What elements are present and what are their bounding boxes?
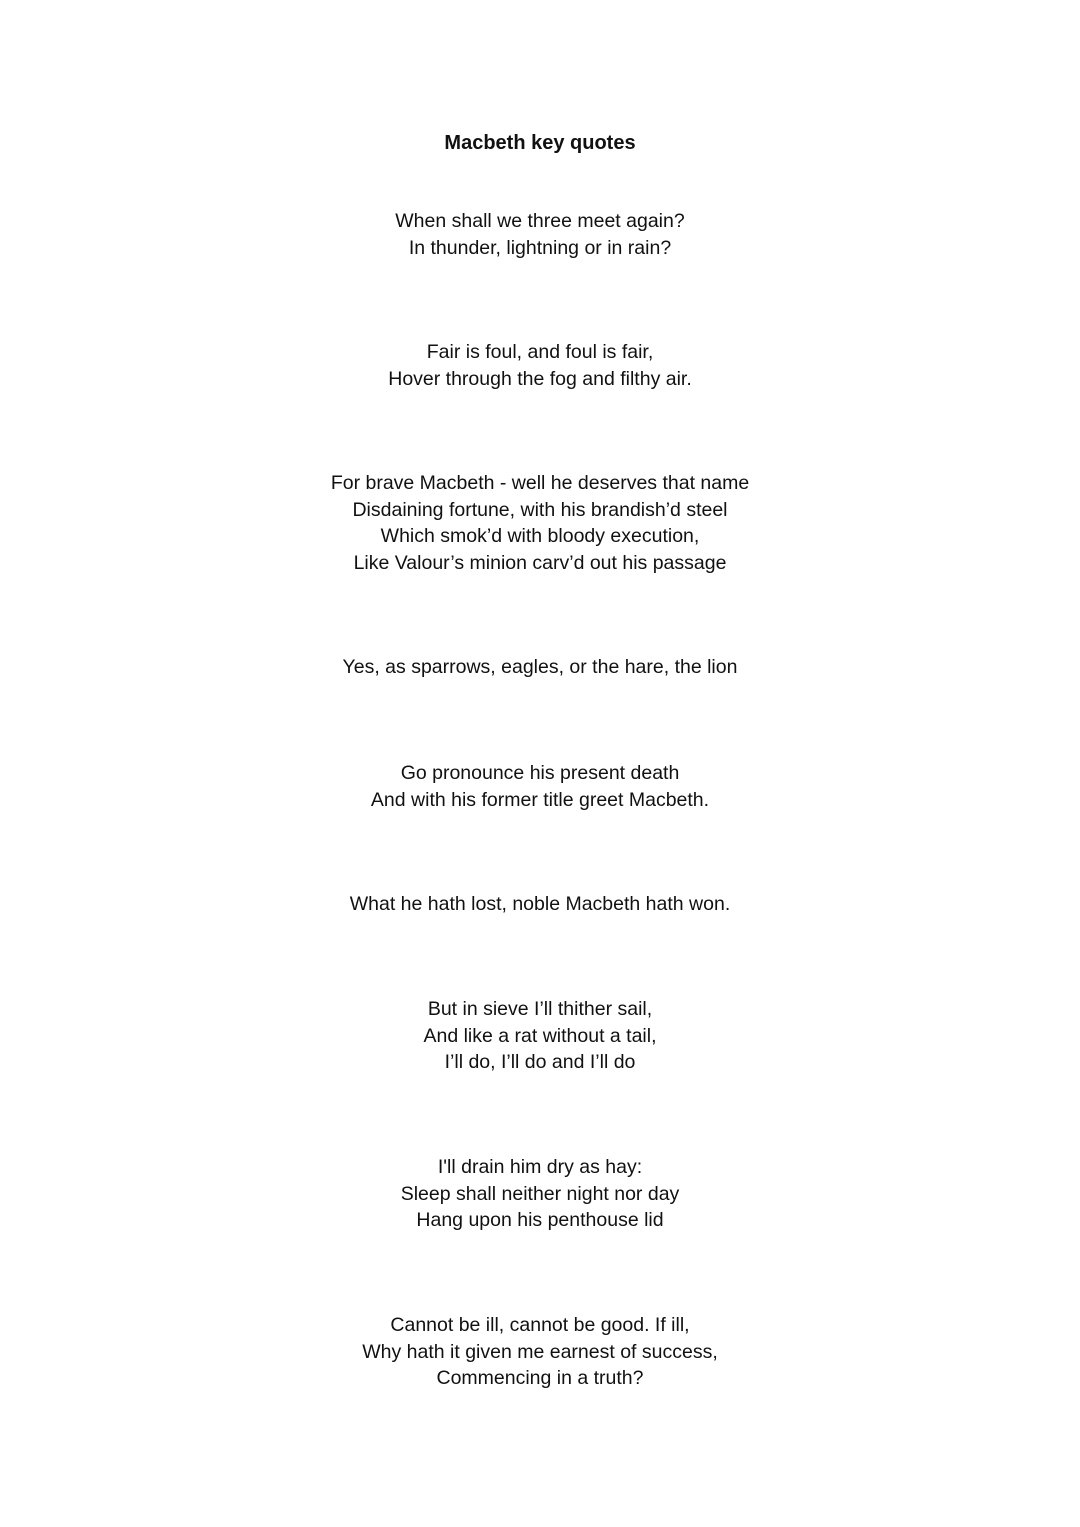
quote-line: For brave Macbeth - well he deserves that name (330, 472, 750, 494)
quote-line: Hang upon his penthouse lid (416, 1209, 664, 1231)
quote-line: What he hath lost, noble Macbeth hath won. (349, 893, 731, 915)
quote-block (0, 470, 1080, 576)
quote-line: Like Valour’s minion carv’d out his passage (353, 551, 727, 574)
quote-line: Cannot be ill, cannot be good. If ill, (390, 1314, 690, 1336)
quote-block (0, 339, 1080, 392)
quote-block (0, 654, 1080, 681)
quote-line: Which smok’d with bloody execution, (380, 525, 700, 547)
quote-block (0, 760, 1080, 813)
document-title: Macbeth key quotes (444, 132, 636, 154)
quote-line: Commencing in a truth? (436, 1367, 644, 1389)
quote-block (0, 1154, 1080, 1234)
quote-line: Fair is foul, and foul is fair, (426, 341, 654, 363)
quote-block (0, 996, 1080, 1076)
quote-line: Why hath it given me earnest of success, (362, 1340, 718, 1363)
quote-line: Disdaining fortune, with his brandish’d steel (352, 498, 728, 521)
quote-block (0, 1312, 1080, 1392)
quote-line: And like a rat without a tail, (423, 1024, 657, 1047)
quote-line: I’ll do, I’ll do and I’ll do (444, 1051, 636, 1073)
quote-block (0, 208, 1080, 261)
quote-line: Hover through the fog and filthy air. (388, 367, 692, 390)
quote-line: Yes, as sparrows, eagles, or the hare, the lion (342, 656, 738, 678)
quote-line: In thunder, lightning or in rain? (408, 236, 672, 259)
quote-line: But in sieve I’ll thither sail, (427, 998, 653, 1020)
quote-line: I'll drain him dry as hay: (437, 1156, 643, 1178)
quote-line: Sleep shall neither night nor day (400, 1182, 680, 1205)
quote-line: When shall we three meet again? (395, 210, 685, 232)
quote-line: And with his former title greet Macbeth. (370, 788, 710, 811)
quote-line: Go pronounce his present death (400, 762, 680, 784)
quote-block (0, 891, 1080, 918)
